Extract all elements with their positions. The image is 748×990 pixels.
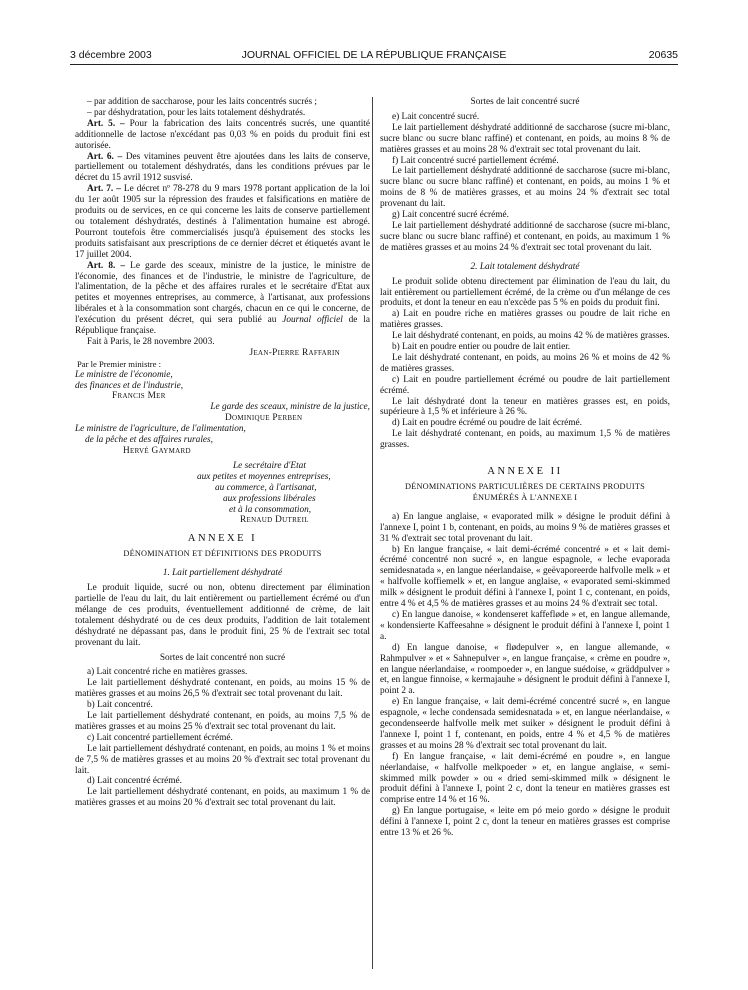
item-title: c) Lait concentré partiellement écrémé. xyxy=(87,732,233,743)
annex-subheading: DÉNOMINATION ET DÉFINITIONS DES PRODUITS xyxy=(123,549,322,559)
item-title: d) Lait concentré écrémé. xyxy=(87,776,182,787)
paragraph: a) En langue anglaise, « evaporated milk » désigne le produit défini à l'annexe I, point 1 b, contenant, en poids, au moins 9 % de matières grasses et 31 % d'extrait sec total provenant du lait. xyxy=(380,511,670,544)
item-title: f) Lait concentré sucré partiellement écrémé. xyxy=(392,155,559,166)
paragraph: Le lait déshydraté contenant, en poids, au moins 42 % de matières grasses. xyxy=(392,331,670,342)
paragraph: Le lait partiellement déshydraté contenant, en poids, au maximum 1 % de matières grasses et au moins 20 % d'extrait sec total provenant du lait. xyxy=(75,787,370,809)
paragraph: d) En langue danoise, « flødepulver », en langue allemande, « Rahmpulver » et « Sahnepulver », en langue française, « crème en poudre », en langue néerlandaise, « roompoeder », en langue suédoise, « gräddpulver » et, en langue finnoise, « kermajauhe » désignent le produit défini à l'annexe I, point 2 a. xyxy=(380,642,670,697)
subsection-title: Sortes de lait concentré sucré xyxy=(470,97,580,107)
article-text: de la République française. xyxy=(75,315,370,337)
item-title: b) Lait concentré. xyxy=(87,700,153,711)
item-title: g) Lait concentré sucré écrémé. xyxy=(392,210,509,221)
signatory-name: Renaud Dutreil xyxy=(240,515,309,526)
paragraph: Le produit solide obtenu directement par élimination de l'eau du lait, du lait entièrement ou partiellement écrémé, de la crème ou d'un mélange de ces produits, et dont la teneur en eau n'excède pas 5 % en poids du produit fini. xyxy=(380,276,670,309)
signatory-name: Dominique Perben xyxy=(225,413,303,424)
article-number: Art. 7. – xyxy=(87,184,121,195)
annex-subheading: DÉNOMINATIONS PARTICULIÈRES DE CERTAINS PRODUITS xyxy=(405,482,645,491)
paragraph: Le lait déshydraté dont la teneur en matières grasses est, en poids, supérieure à 1,5 % et inférieure à 26 %. xyxy=(380,396,670,418)
left-column xyxy=(75,97,370,809)
paragraph: Le lait partiellement déshydraté contenant, en poids, au moins 1 % et moins de 7,5 % de matières grasses et au moins 20 % d'extrait sec total provenant du lait. xyxy=(75,743,370,776)
signatory-name: Jean-Pierre Raffarin xyxy=(249,347,340,358)
annex-heading: ANNEXE I xyxy=(187,533,258,545)
annex-subheading: ÉNUMÉRÉS À L'ANNEXE I xyxy=(472,492,578,502)
header-page-number: 20635 xyxy=(648,49,678,61)
signatory-role: aux petites et moyennes entreprises, xyxy=(197,471,331,482)
paragraph: g) En langue portugaise, « leite em pó meio gordo » désigne le produit défini à l'annexe I, point 2 c, dont la teneur en matières grasses est comprise entre 13 % et 26 %. xyxy=(380,806,670,839)
signatory-role: des finances et de l'industrie, xyxy=(75,380,184,391)
article-number: Art. 6. – xyxy=(87,151,123,162)
list-item: – par addition de saccharose, pour les laits concentrés sucrés ; xyxy=(87,97,318,107)
signatory-name: Hervé Gaymard xyxy=(123,446,191,456)
signatory-name: Francis Mer xyxy=(112,391,166,402)
paragraph: Le lait partiellement déshydraté additionné de saccharose (sucre mi-blanc, sucre blanc ou sucre blanc raffiné) et contenant, en poids, au maximum 1 % de matières grasses et au moins 24 % d'extrait sec total provenant du lait. xyxy=(380,220,670,253)
paragraph: Le lait déshydraté contenant, en poids, au moins 26 % et moins de 42 % de matières grasses. xyxy=(380,352,670,374)
journal-name: Journal officiel xyxy=(282,315,343,326)
item-title: c) Lait en poudre partiellement écrémé ou poudre de lait partiellement écrémé. xyxy=(380,374,670,396)
header-journal-title: JOURNAL OFFICIEL DE LA RÉPUBLIQUE FRANÇAISE xyxy=(241,49,507,61)
signatory-role: et à la consommation, xyxy=(229,504,312,515)
item-title: a) Lait en poudre riche en matières grasses ou poudre de lait riche en matières grasses. xyxy=(380,309,670,331)
article-6 xyxy=(75,152,370,185)
signatory-role: Le ministre de l'économie, xyxy=(75,369,173,380)
annex-heading: ANNEXE II xyxy=(487,466,563,478)
signatory-role: Le secrétaire d'Etat xyxy=(233,460,306,471)
paragraph: f) En langue française, « lait demi-écrémé en poudre », en langue néerlandaise, « halfvolle melkpoeder » et, en langue anglaise, « semi-skimmed milk powder » ou « dried semi-skimmed milk » désignent le produit défini à l'annexe I, point 2 c, dont la teneur en matières grasses est comprise entre 14 % et 16 %. xyxy=(380,751,670,806)
article-text: Le garde des sceaux, ministre de la justice, le ministre de l'économie, des finances et de l'industrie, le ministre de l'agriculture, de l'alimentation, de la pêche et des affaires rurales et le secrétaire d'Etat aux petites et moyennes entreprises, au commerce, à l'artisanat, aux professions libérales et à la consommation sont chargés, chacun en ce qui le concerne, de l'exécution du présent décret, qui sera publié au xyxy=(75,260,370,326)
subsection-title: Sortes de lait concentré non sucré xyxy=(159,652,286,663)
article-text: Pour la fabrication des laits concentrés sucrés, une quantité additionnelle de lactose n'excédant pas 0,03 % en poids du produit fini est autorisée. xyxy=(75,118,370,151)
paragraph: Le lait déshydraté contenant, en poids, au maximum 1,5 % de matières grasses. xyxy=(380,429,670,451)
article-number: Art. 5. – xyxy=(87,118,125,129)
paragraph: b) En langue française, « lait demi-écrémé concentré » et « lait demi-écrémé concentré non sucré », en langue espagnole, « leche evaporada semidesnatada », en langue néerlandaise, « geëvaporeerde halfvolle melk » et « halfvolle koffiemelk » et, en langue anglaise, « evaporated semi-skimmed milk » désignent le produit défini à l'annexe I, point 1 c, contenant, en poids, entre 4 % et 4,5 % de matières grasses et au moins 24 % d'extrait sec total. xyxy=(380,544,670,610)
signatory-role: Le garde des sceaux, ministre de la justice, xyxy=(210,402,370,413)
paragraph: c) En langue danoise, « kondenseret kaffefløde » et, en langue allemande, « kondensierte Kaffeesahne » désignent le produit défini à l'annexe I, point 1 a. xyxy=(380,609,670,642)
paragraph: Le lait partiellement déshydraté contenant, en poids, au moins 15 % de matières grasses et au moins 26,5 % d'extrait sec total provenant du lait. xyxy=(75,678,370,700)
paragraph: Le lait partiellement déshydraté contenant, en poids, au moins 7,5 % de matières grasses et au moins 25 % d'extrait sec total provenant du lait. xyxy=(75,711,370,732)
article-5 xyxy=(75,119,370,152)
paragraph: Le lait partiellement déshydraté additionné de saccharose (sucre mi-blanc, sucre blanc ou sucre blanc raffiné) et contenant, en poids, au moins 1 % et moins de 8 % de matières grasses, et au moins 24 % d'extrait sec total provenant du lait. xyxy=(380,166,670,210)
signatory-role: Par le Premier ministre : xyxy=(77,358,162,369)
paragraph: Le lait partiellement déshydraté additionné de saccharose (sucre mi-blanc, sucre blanc ou sucre blanc raffiné) et contenant, en poids, au moins 8 % de matières grasses et au moins 28 % d'extrait sec total provenant du lait. xyxy=(380,122,670,155)
header-date: 3 décembre 2003 xyxy=(70,49,152,61)
paragraph: Le produit liquide, sucré ou non, obtenu directement par élimination partielle de l'eau du lait, du lait entièrement ou partiellement écrémé ou d'un mélange de ces produits, éventuellement additionné de crème, de lait totalement déshydraté ou de ces deux produits, l'addition de lait totalement déshydraté ne dépassant pas, dans le produit fini, 25 % de l'extrait sec total provenant du lait. xyxy=(75,583,370,648)
article-number: Art. 8. – xyxy=(87,260,126,271)
article-7 xyxy=(75,184,370,260)
column-divider xyxy=(372,97,373,969)
signatory-role: de la pêche et des affaires rurales, xyxy=(85,435,213,446)
item-title: d) Lait en poudre écrémé ou poudre de lait écrémé. xyxy=(392,418,582,429)
right-column xyxy=(380,97,670,839)
page-header xyxy=(70,49,678,63)
article-8 xyxy=(75,261,370,337)
signatory-role: aux professions libérales xyxy=(223,493,316,504)
signatory-role: Le ministre de l'agriculture, de l'alimentation, xyxy=(75,424,246,435)
article-text: Le décret nº 78-278 du 9 mars 1978 portant application de la loi du 1er août 1905 sur la répression des fraudes et falsifications en matière de produits ou de services, en ce qui concerne les laits de conserve partiellement ou totalement déshydratés, destinés à l'alimentation humaine est abrogé. Pourront toutefois être commercialisés jusqu'à épuisement des stocks les produits satisfaisant aux prescriptions de ce dernier décret et étiquetés avant le 17 juillet 2004. xyxy=(75,184,370,260)
paragraph: e) En langue française, « lait demi-écrémé concentré sucré », en langue espagnole, « leche condensada semidesnatada » et, en langue néerlandaise, « gecondenseerde halfvolle melk met suiker » désignent le produit défini à l'annexe I, point 1 f, contenant, en poids, entre 4 % et 4,5 % de matières grasses et au moins 28 % d'extrait sec total provenant du lait. xyxy=(380,697,670,751)
item-title: a) Lait concentré riche en matières grasses. xyxy=(87,667,248,678)
article-text: Des vitamines peuvent être ajoutées dans les laits de conserve, partiellement ou totalement déshydratés, dans les conditions prévues par le décret du 15 avril 1912 susvisé. xyxy=(75,151,371,184)
list-item: – par déshydratation, pour les laits totalement déshydratés. xyxy=(87,107,306,118)
signing-place-date: Fait à Paris, le 28 novembre 2003. xyxy=(87,336,215,347)
signatory-role: au commerce, à l'artisanat, xyxy=(215,482,317,493)
item-title: b) Lait en poudre entier ou poudre de lait entier. xyxy=(392,342,571,353)
header-rule xyxy=(70,64,678,65)
section-title: 1. Lait partiellement déshydraté xyxy=(162,568,283,579)
section-title: 2. Lait totalement déshydraté xyxy=(470,261,580,272)
item-title: e) Lait concentré sucré. xyxy=(392,111,480,122)
